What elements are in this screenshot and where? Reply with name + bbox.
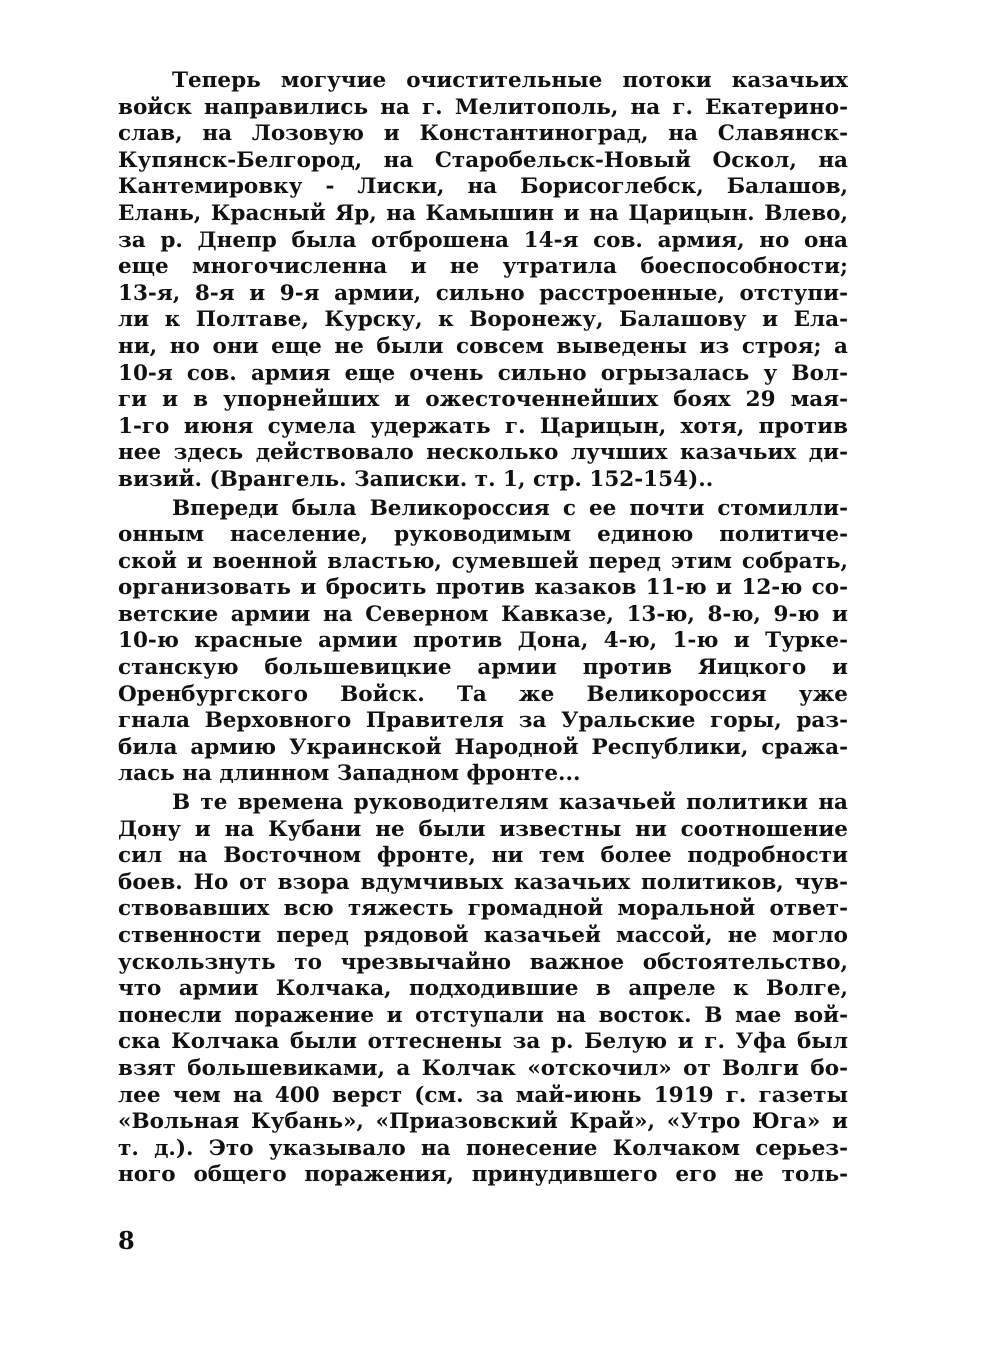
text-line: Впереди была Великороссия с ее почти стомилли- bbox=[172, 495, 848, 521]
paragraph-3 bbox=[118, 790, 848, 1189]
text-line: ветские армии на Северном Кавказе, 13-ю, 8-ю, 9-ю и bbox=[118, 601, 848, 627]
text-line: 1-го июня сумела удержать г. Царицын, хотя, против bbox=[118, 413, 848, 439]
text-line: ли к Полтаве, Курску, к Воронежу, Балашову и Ела- bbox=[118, 307, 848, 333]
text-line: визий. (Врангель. Записки. т. 1, стр. 152-154).. bbox=[118, 466, 714, 492]
text-line: ственности перед рядовой казачьей массой, не могло bbox=[118, 923, 848, 948]
text-line: т. д.). Это указывало на понесение Колчаком серьез- bbox=[118, 1135, 848, 1161]
text-line: Дону и на Кубани не были известны ни соотношение bbox=[118, 816, 848, 842]
text-line: боев. Но от взора вдумчивых казачьих политиков, чув- bbox=[118, 869, 848, 895]
text-line: ска Колчака были оттеснены за р. Белую и г. Уфа был bbox=[118, 1029, 848, 1055]
text-line: 10-ю красные армии против Дона, 4-ю, 1-ю и Турке- bbox=[118, 628, 848, 654]
text-line: организовать и бросить против казаков 11-ю и 12-ю со- bbox=[118, 575, 848, 601]
text-line: взят большевиками, а Колчак «отскочил» от Волги бо- bbox=[118, 1055, 848, 1081]
text-line: гнала Верховного Правителя за Уральские горы, раз- bbox=[118, 708, 848, 734]
text-line: за р. Днепр была отброшена 14-я сов. армия, но она bbox=[118, 227, 848, 253]
text-line: ни, но они еще не были совсем выведены из строя; а bbox=[118, 333, 848, 359]
text-line: Елань, Красный Яр, на Камышин и на Царицын. Влево, bbox=[118, 200, 848, 226]
text-line: била армию Украинской Народной Республики, сража- bbox=[118, 734, 848, 760]
page-number: 8 bbox=[118, 1226, 135, 1255]
text-line: онным население, руководимым единою политиче- bbox=[118, 522, 848, 548]
text-line: ской и военной властью, сумевшей перед этим собрать, bbox=[118, 548, 848, 574]
text-line: войск направились на г. Мелитополь, на г. Екатерино- bbox=[118, 94, 848, 120]
text-line: 10-я сов. армия еще очень сильно огрызалась у Вол- bbox=[118, 360, 848, 386]
text-line: Кантемировку - Лиски, на Борисоглебск, Балашов, bbox=[118, 174, 848, 200]
text-line: ного общего поражения, принудившего его не толь- bbox=[118, 1162, 848, 1188]
text-line: Оренбургского Войск. Та же Великороссия уже bbox=[118, 681, 848, 707]
body-text bbox=[118, 68, 848, 1189]
text-line: еще многочисленна и не утратила боеспособности; bbox=[118, 254, 848, 280]
text-line: лась на длинном Западном фронте... bbox=[118, 761, 581, 787]
paragraph-2 bbox=[118, 496, 848, 789]
text-line: понесли поражение и отступали на восток. В мае вой- bbox=[118, 1002, 848, 1028]
text-line: В те времена руководителям казачьей политики на bbox=[172, 790, 848, 816]
text-line: лее чем на 400 верст (см. за май-июнь 1919 г. газеты bbox=[118, 1082, 848, 1108]
text-line: Теперь могучие очистительные потоки казачьих bbox=[172, 68, 848, 93]
text-line: 13-я, 8-я и 9-я армии, сильно расстроенные, отступи- bbox=[118, 280, 848, 306]
text-line: что армии Колчака, подходившие в апреле к Волге, bbox=[118, 976, 848, 1002]
text-line: ги и в упорнейших и ожесточеннейших боях 29 мая- bbox=[118, 387, 848, 413]
text-line: Купянск-Белгород, на Старобельск-Новый Оскол, на bbox=[118, 147, 848, 173]
paragraph-1 bbox=[118, 68, 848, 494]
text-line: слав, на Лозовую и Константиноград, на Славянск- bbox=[118, 121, 848, 147]
text-line: станскую большевицкие армии против Яицкого и bbox=[118, 655, 848, 681]
text-line: ускользнуть то чрезвычайно важное обстоятельство, bbox=[118, 949, 848, 975]
text-line: сил на Восточном фронте, ни тем более подробности bbox=[118, 843, 848, 869]
text-line: нее здесь действовало несколько лучших казачьих ди- bbox=[118, 440, 848, 466]
text-line: «Вольная Кубань», «Приазовский Край», «Утро Юга» и bbox=[118, 1109, 848, 1135]
text-line: ствовавших всю тяжесть громадной моральной ответ- bbox=[118, 896, 848, 922]
